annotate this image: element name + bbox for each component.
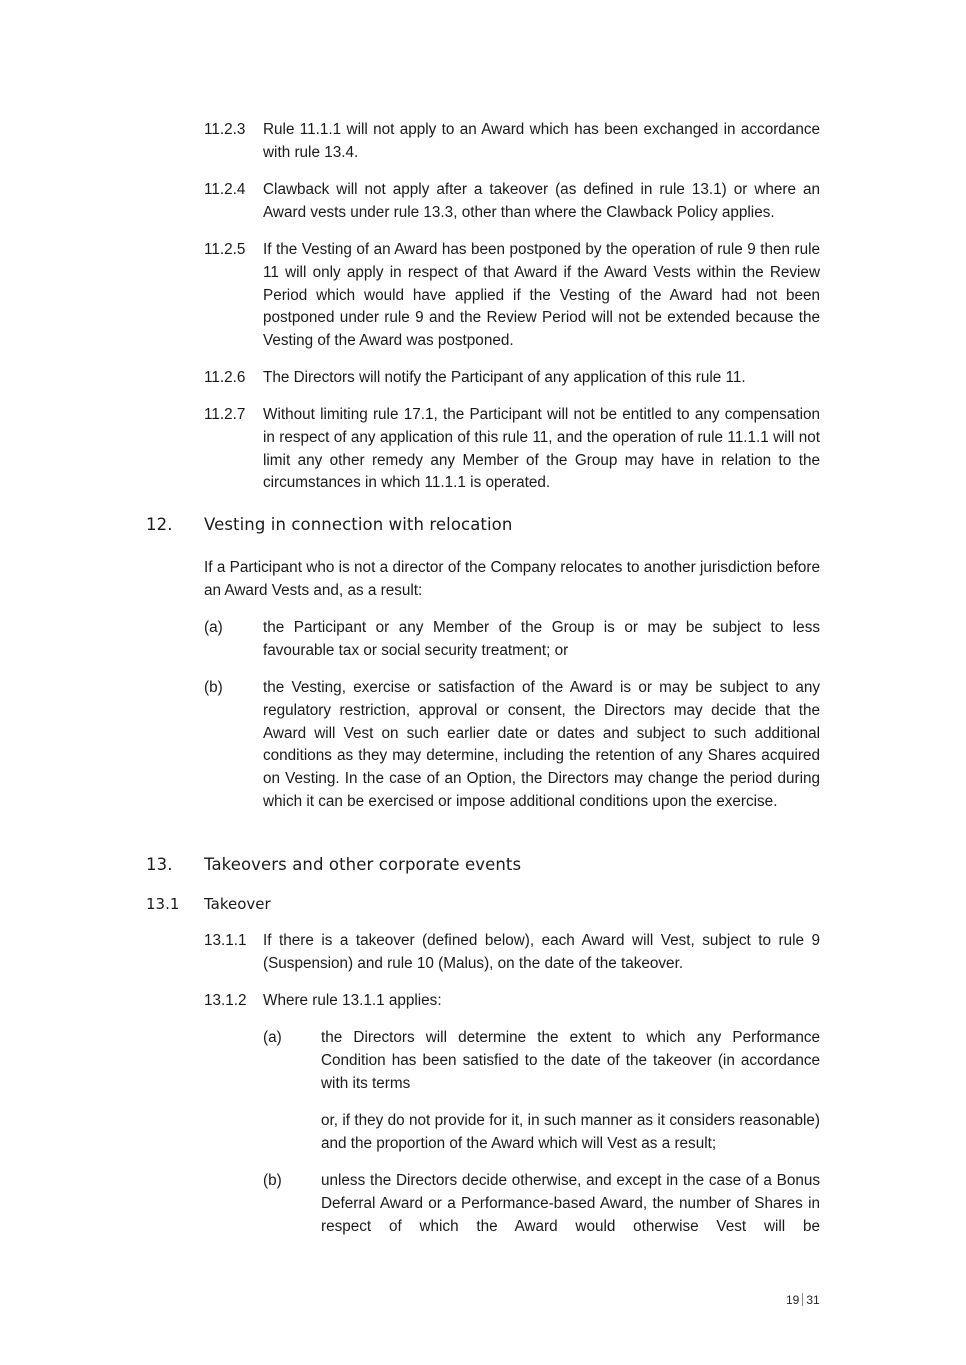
clause-number: 11.2.6: [204, 369, 246, 386]
subsection-number: 13.1: [146, 895, 180, 913]
clause-number: 13.1.1: [204, 932, 247, 949]
clause-11-2-6: [204, 367, 820, 390]
clause-13-1-2-item-a: [263, 1027, 820, 1095]
clause-text: Rule 11.1.1 will not apply to an Award which has been exchanged in accordance with rule 13.4.: [263, 121, 820, 161]
subsection-title: Takeover: [204, 895, 271, 913]
item-marker: (a): [263, 1029, 282, 1046]
item-text: the Participant or any Member of the Group is or may be subject to less favourable tax or social security treatment; or: [263, 619, 820, 659]
clause-text: Clawback will not apply after a takeover (as defined in rule 13.1) or where an Award vests under rule 13.3, other than where the Clawback Policy applies.: [263, 181, 820, 221]
clause-number: 13.1.2: [204, 992, 247, 1009]
clause-13-1-1: [204, 930, 820, 976]
clause-number: 11.2.7: [204, 406, 246, 423]
clause-11-2-5: [204, 239, 820, 353]
clause-13-1-2-item-b: [263, 1170, 820, 1238]
clause-13-1-2-item-a-continuation: or, if they do not provide for it, in such manner as it considers reasonable) and the proportion of the Award which will Vest as a result;: [321, 1112, 820, 1152]
section-13-heading: [146, 854, 820, 877]
section-title: Takeovers and other corporate events: [204, 855, 522, 874]
clause-number: 11.2.3: [204, 121, 246, 138]
section-number: 12.: [146, 515, 173, 534]
clause-13-1-2: [204, 990, 820, 1013]
section-12-heading: [146, 514, 820, 537]
section-number: 13.: [146, 855, 173, 874]
item-marker: (b): [263, 1172, 282, 1189]
clause-text: The Directors will notify the Participant of any application of this rule 11.: [263, 369, 746, 386]
clause-number: 11.2.5: [204, 241, 246, 258]
item-text: the Directors will determine the extent to which any Performance Condition has been satisfied to the date of the takeover (in accordance with its terms: [321, 1029, 820, 1092]
item-text: unless the Directors decide otherwise, and except in the case of a Bonus Deferral Award or a Performance-based Award, the number of Shares in respect of which the Award would otherwise Vest will be: [321, 1172, 820, 1235]
clause-number: 11.2.4: [204, 181, 246, 198]
item-text: the Vesting, exercise or satisfaction of the Award is or may be subject to any regulatory restriction, approval or consent, the Directors may decide that the Award will Vest on such earlier date or dates and subject to such additional conditions as they may determine, including the retention of any Shares acquired on Vesting. In the case of an Option, the Directors may change the period during which it can be exercised or impose additional conditions upon the exercise.: [263, 679, 820, 810]
subsection-13-1-heading: [146, 893, 820, 916]
clause-text: If there is a takeover (defined below), each Award will Vest, subject to rule 9 (Suspension) and rule 10 (Malus), on the date of the takeover.: [263, 932, 820, 972]
total-pages: 31: [806, 1293, 820, 1307]
clause-11-2-3: [204, 119, 820, 165]
page-number: [786, 1292, 820, 1308]
current-page: 19: [786, 1293, 800, 1307]
page-separator: [802, 1293, 803, 1306]
clause-text: Where rule 13.1.1 applies:: [263, 992, 442, 1009]
section-12-item-b: [204, 677, 820, 814]
clause-11-2-4: [204, 179, 820, 225]
clause-text: Without limiting rule 17.1, the Participant will not be entitled to any compensation in respect of any application of this rule 11, and the operation of rule 11.1.1 will not limit any other remedy any Member of the Group may have in relation to the circumstances in which 11.1.1 is operated.: [263, 406, 820, 492]
section-12-item-a: [204, 617, 820, 663]
clause-text: If the Vesting of an Award has been postponed by the operation of rule 9 then rule 11 will only apply in respect of that Award if the Award Vests within the Review Period which would have applied if the Vesting of the Award had not been postponed under rule 9 and the Review Period will not be extended because the Vesting of the Award was postponed.: [263, 241, 820, 350]
item-marker: (a): [204, 619, 223, 636]
clause-11-2-7: [204, 404, 820, 495]
section-title: Vesting in connection with relocation: [204, 515, 513, 534]
item-marker: (b): [204, 679, 223, 696]
section-12-intro: If a Participant who is not a director of the Company relocates to another jurisdiction before an Award Vests and, as a result:: [204, 559, 820, 599]
